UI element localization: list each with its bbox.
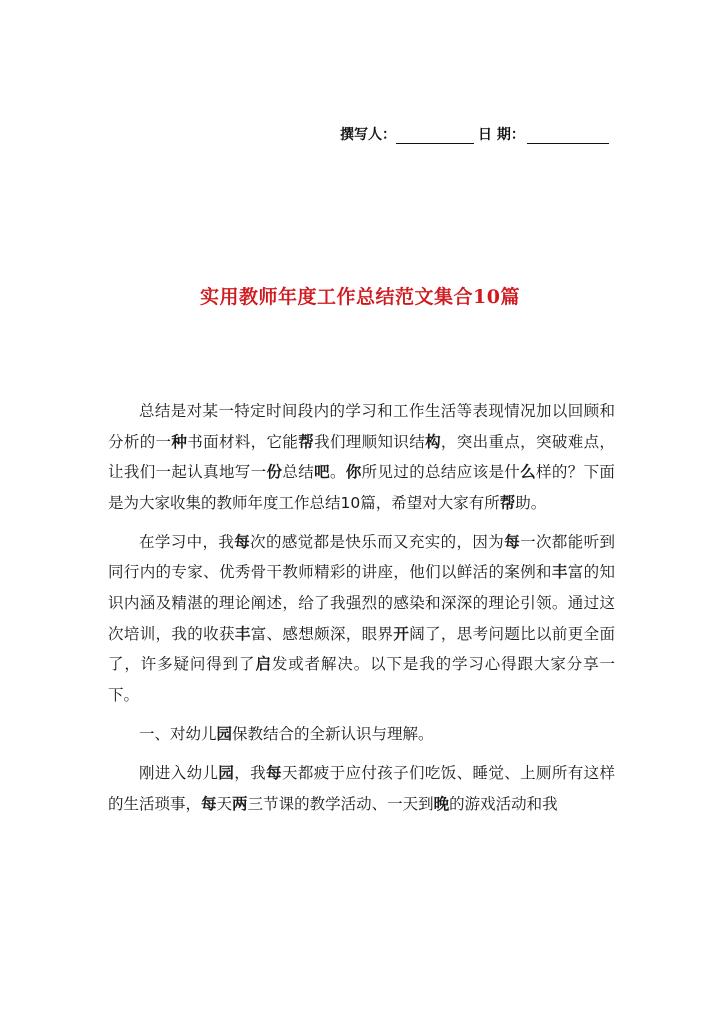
body-text-run: 三节课的教学活动、一天到 — [247, 794, 434, 813]
body-text-run: 助。 — [515, 493, 547, 512]
body-text-run: 在学习中，我 — [139, 532, 235, 551]
body-text-run: 发或者解决。以下是我的学习心得跟大家分享一下。 — [108, 655, 615, 704]
author-label: 撰写人： — [340, 127, 396, 143]
body-text-run: 次的感觉都是快乐而又充实的，因为 — [250, 532, 505, 551]
body-text-run: 天 — [216, 794, 233, 813]
bold-character: 你 — [345, 463, 362, 482]
bold-character: 吧 — [314, 463, 330, 482]
body-paragraph — [108, 527, 615, 711]
body-text-run: 的游戏活动和我 — [449, 794, 558, 813]
body-paragraph — [108, 758, 615, 819]
bold-character: 晚 — [433, 794, 450, 813]
bold-character: 启 — [255, 655, 272, 674]
bold-character: 每 — [234, 532, 251, 551]
body-text-run: 富的知识内涵及精湛的理论阐述，给了我强烈的感染和深深的理论引领。通过这次培训，我的收获 — [108, 563, 615, 643]
body-text-run: ，我 — [234, 764, 267, 783]
document-body — [108, 396, 615, 828]
bold-character: 开 — [393, 624, 410, 643]
body-text-run: ，突出重点，突破难点，让我们一起认真地写一 — [108, 432, 615, 482]
body-text-run: 天都疲于应付孩子们吃饭、睡觉、上厕所有这样的生活琐事， — [108, 764, 615, 813]
date-label: 日 期： — [478, 127, 525, 143]
body-text-run: 我们理顺知识结 — [314, 432, 426, 451]
body-paragraph — [108, 396, 615, 518]
body-text-run: 总结 — [282, 463, 315, 482]
body-text-run: 阔了，思考问题比以前更全面了，许多疑问得到了 — [108, 624, 615, 674]
document-title: 实用教师年度工作总结范文集合10篇 — [200, 286, 520, 308]
bold-character: 每 — [504, 532, 521, 551]
bold-character: 两 — [232, 794, 248, 813]
body-text-run: 保教结合的全新认识与理解。 — [232, 724, 434, 743]
bold-character: 丰 — [551, 563, 568, 582]
date-blank-field[interactable] — [527, 129, 609, 144]
body-text-run: 一、对幼儿 — [139, 724, 217, 743]
body-text-run: 。 — [329, 463, 346, 482]
body-text-run: 一次都能听到同行内的专家、优秀骨干教师精彩的讲座，他们以鲜活的案例和 — [108, 532, 615, 582]
bold-character: 丰 — [234, 624, 251, 643]
author-blank-field[interactable] — [396, 129, 474, 144]
bold-character: 每 — [201, 794, 217, 813]
body-text-run: 所见过的总结应该是什 — [361, 463, 521, 482]
bold-character: 帮 — [499, 493, 516, 512]
bold-character: 么 — [520, 463, 537, 482]
bold-character: 园 — [216, 724, 233, 743]
bold-character: 种 — [171, 432, 188, 451]
author-date-line — [340, 124, 615, 144]
body-text-run: 书面材料，它能 — [187, 432, 299, 451]
bold-character: 帮 — [298, 432, 315, 451]
body-paragraph — [108, 719, 615, 750]
bold-character: 园 — [218, 764, 235, 783]
body-text-run: 富、感想颇深，眼界 — [250, 624, 394, 643]
bold-character: 份 — [266, 463, 283, 482]
body-text-run: 总结是对某一特定时间段内的学习和工作生活等表现情况加以回顾和分析的一 — [108, 402, 615, 451]
bold-character: 构 — [425, 432, 441, 451]
bold-character: 每 — [266, 764, 282, 783]
body-text-run: 刚进入幼儿 — [139, 764, 219, 783]
body-text-run: 样的？下面是为大家收集的教师年度工作总结10篇，希望对大家有所 — [108, 463, 615, 512]
